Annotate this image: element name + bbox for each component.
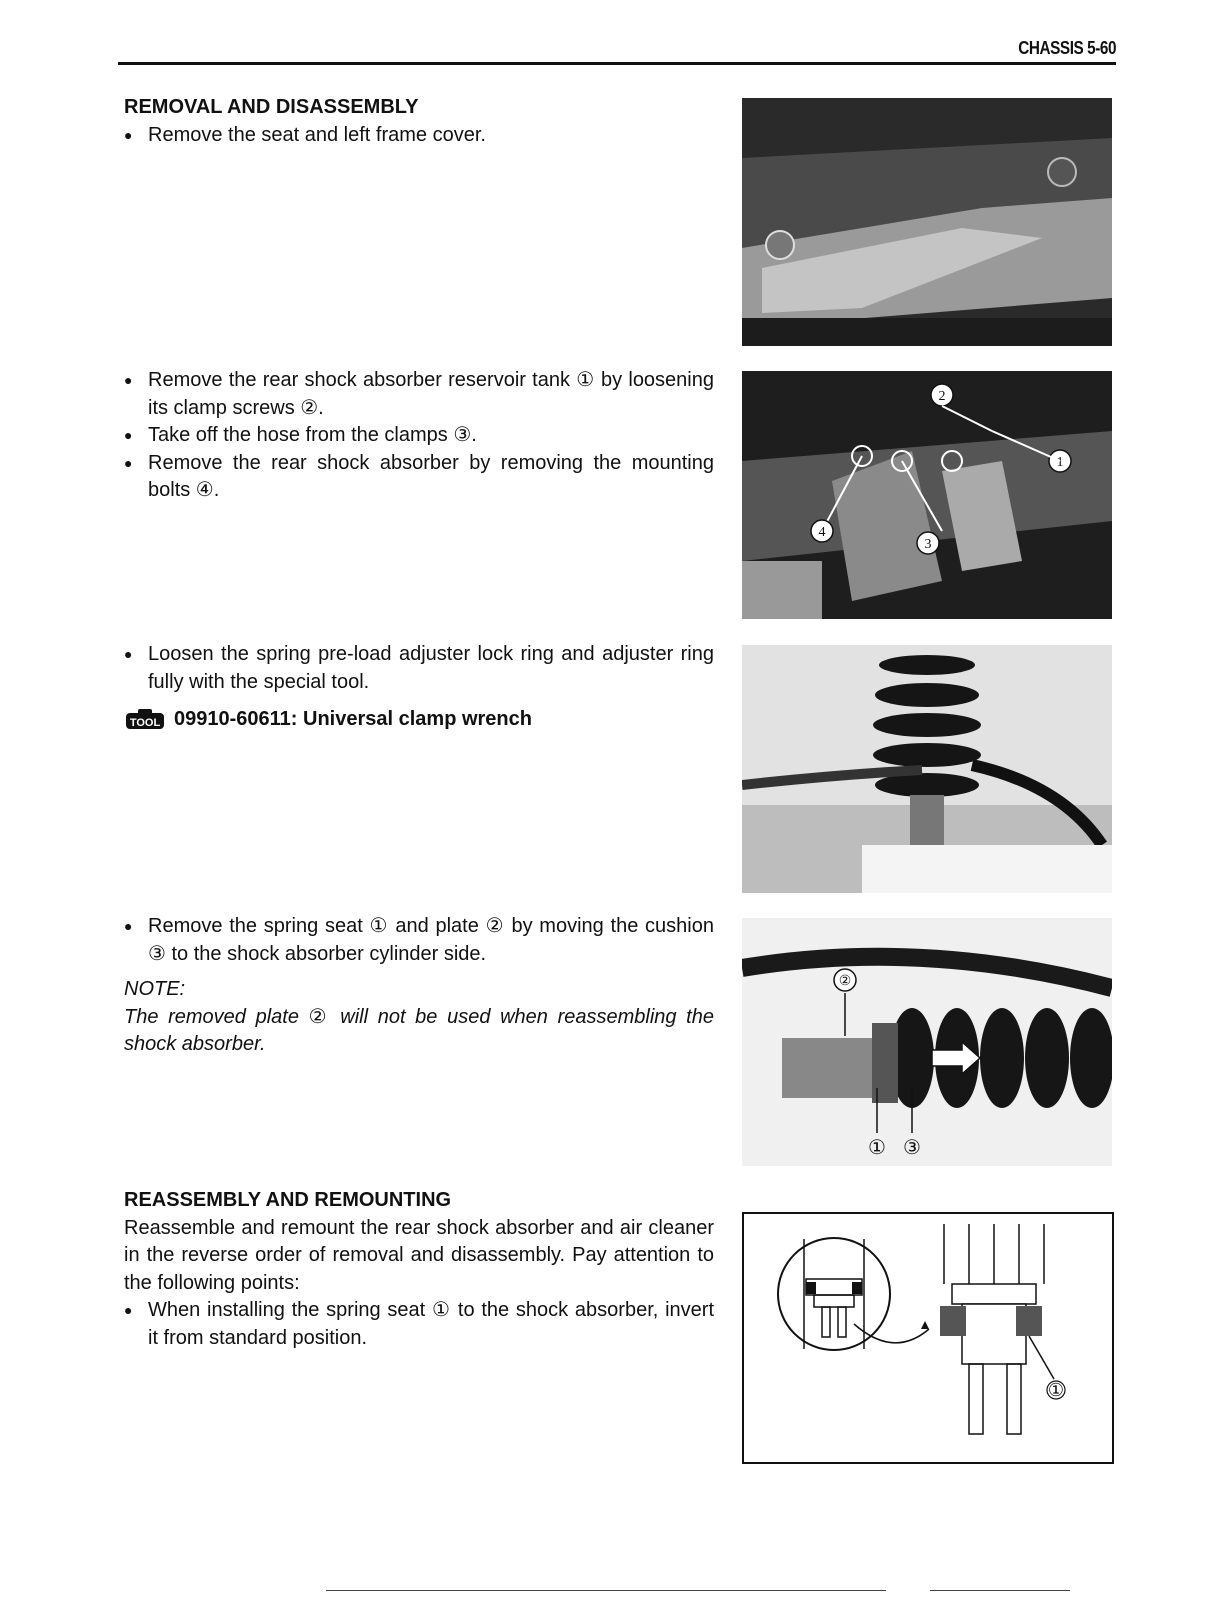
note-label: NOTE:: [124, 978, 186, 1000]
callout-plate: ②: [838, 974, 852, 989]
reassembly-heading: REASSEMBLY AND REMOUNTING: [124, 1189, 452, 1211]
footer-rule-right: [930, 1590, 1070, 1591]
step-group-reservoir: [124, 367, 714, 505]
tool-icon: [124, 708, 168, 732]
step-group-preload: [124, 641, 714, 734]
footer-rule: [326, 1590, 886, 1591]
removal-section: [124, 94, 714, 149]
photo-spring-seat: [742, 918, 1112, 1166]
photo-frame-cover: [742, 98, 1112, 346]
step-remove-reservoir: ● Remove the rear shock absorber reservoir tank ① by loosening its clamp screws ②.: [124, 367, 714, 422]
special-tool-line: [124, 706, 714, 734]
step-take-off-hose: ● Take off the hose from the clamps ③.: [124, 422, 714, 450]
step-install-spring-seat: ● When installing the spring seat ① to the shock absorber, invert it from standard position.: [124, 1297, 714, 1352]
step-group-spring-seat: [124, 913, 714, 1059]
photo-preload-adjuster: [742, 645, 1112, 893]
tool-icon-label: TOOL: [129, 716, 161, 729]
special-tool-text: 09910-60611: Universal clamp wrench: [174, 708, 532, 730]
diagram-spring-seat-orientation: [742, 1212, 1114, 1464]
diagram-callout-1: ①: [1047, 1380, 1065, 1400]
callout-1: 1: [1056, 455, 1064, 470]
page-header-title: CHASSIS 5-60: [1018, 38, 1116, 58]
reassembly-intro: Reassemble and remount the rear shock absorber and air cleaner in the reverse order of removal and disassembly. Pay attention to the following points:: [124, 1216, 714, 1294]
step-loosen-preload: ● Loosen the spring pre-load adjuster lock ring and adjuster ring fully with the special tool.: [124, 641, 714, 696]
removal-heading: REMOVAL AND DISASSEMBLY: [124, 96, 419, 118]
step-remove-shock: ● Remove the rear shock absorber by removing the mounting bolts ④.: [124, 450, 714, 505]
callout-cushion: ③: [903, 1137, 921, 1159]
reassembly-section: [124, 1187, 714, 1352]
callout-4: 4: [818, 525, 826, 540]
header-rule: [118, 62, 1116, 65]
callout-spring-seat: ①: [868, 1137, 886, 1159]
note-text: The removed plate ② will not be used when reassembling the shock absorber.: [124, 1005, 714, 1055]
callout-3: 3: [924, 537, 932, 552]
step-remove-seat: ● Remove the seat and left frame cover.: [124, 122, 714, 150]
photo-reservoir-tank: [742, 371, 1112, 619]
callout-2: 2: [938, 389, 946, 404]
step-remove-spring-seat: ● Remove the spring seat ① and plate ② by moving the cushion ③ to the shock absorber cylinder side.: [124, 913, 714, 968]
